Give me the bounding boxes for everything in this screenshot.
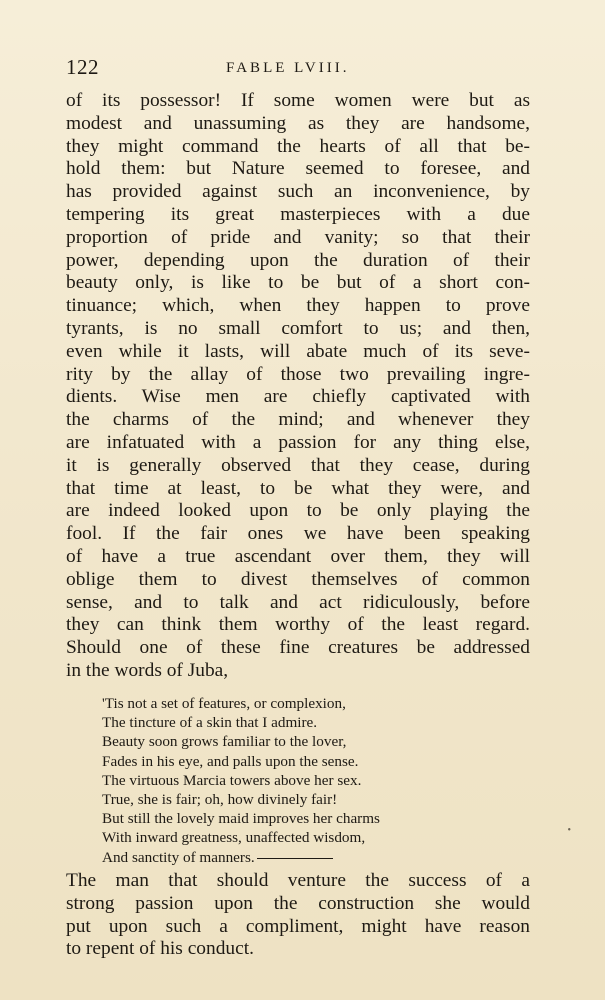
body-line: tempering its great masterpieces with a due (66, 203, 530, 225)
body-line: proportion of pride and vanity; so that their (66, 226, 530, 248)
verse-line: The virtuous Marcia towers above her sex. (102, 771, 362, 789)
body-line: in the words of Juba, (66, 659, 229, 681)
body-line: that time at least, to be what they were, and (66, 477, 530, 499)
body-line: has provided against such an inconvenience, by (66, 181, 530, 203)
body-line: the charms of the mind; and whenever they (66, 409, 530, 431)
page-header (66, 55, 530, 85)
margin-speck: • (567, 825, 571, 836)
conclusion-line: The man that should venture the success of a (66, 870, 530, 891)
body-line: Should one of these fine creatures be addressed (66, 637, 530, 659)
body-line: fool. If the fair ones we have been speaking (66, 523, 530, 545)
body-line: beauty only, is like to be but of a short con- (66, 272, 530, 294)
body-line: are indeed looked upon to be only playing the (66, 500, 530, 522)
body-line: tinuance; which, when they happen to prove (66, 295, 530, 317)
verse-line: 'Tis not a set of features, or complexion, (102, 695, 346, 712)
body-line: they can think them worthy of the least regard. (66, 614, 530, 636)
body-line: it is generally observed that they cease, during (66, 454, 530, 476)
verse-line: The tincture of a skin that I admire. (102, 714, 318, 732)
body-line: oblige them to divest themselves of common (66, 568, 530, 590)
verse-line: Beauty soon grows familiar to the lover, (102, 733, 347, 751)
verse-quotation (102, 694, 482, 867)
body-line: rity by the allay of those two prevailing ingre- (66, 363, 530, 385)
verse-line: Fades in his eye, and palls upon the sense. (102, 752, 359, 770)
body-line: of its possessor! If some women were but as (66, 90, 530, 111)
verse-line-text: And sanctity of manners. (102, 848, 255, 866)
conclusion-line: strong passion upon the construction she would (66, 892, 530, 914)
conclusion-line: to repent of his conduct. (66, 938, 254, 960)
verse-line: With inward greatness, unaffected wisdom, (102, 829, 366, 847)
body-line: are infatuated with a passion for any thing else, (66, 431, 530, 453)
body-line: hold them: but Nature seemed to foresee, and (66, 158, 530, 180)
running-title: FABLE LVIII. (226, 60, 350, 76)
body-line: dients. Wise men are chiefly captivated with (66, 386, 530, 408)
verse-line: But still the lovely maid improves her charms (102, 810, 380, 828)
body-line: modest and unassuming as they are handsome, (66, 112, 530, 134)
verse-line-final (102, 848, 482, 867)
verse-line: True, she is fair; oh, how divinely fair! (102, 790, 338, 808)
dash-rule (257, 858, 333, 859)
body-line: power, depending upon the duration of their (66, 249, 530, 271)
body-line: they might command the hearts of all that be- (66, 135, 530, 157)
body-line: tyrants, is no small comfort to us; and then, (66, 317, 530, 339)
body-paragraph (66, 90, 530, 683)
body-line: even while it lasts, will abate much of its seve- (66, 340, 530, 362)
page-number: 122 (66, 55, 99, 79)
conclusion-paragraph (66, 870, 530, 961)
body-line: of have a true ascendant over them, they will (66, 545, 530, 567)
conclusion-line: put upon such a compliment, might have reason (66, 915, 530, 937)
body-line: sense, and to talk and act ridiculously, before (66, 591, 530, 613)
